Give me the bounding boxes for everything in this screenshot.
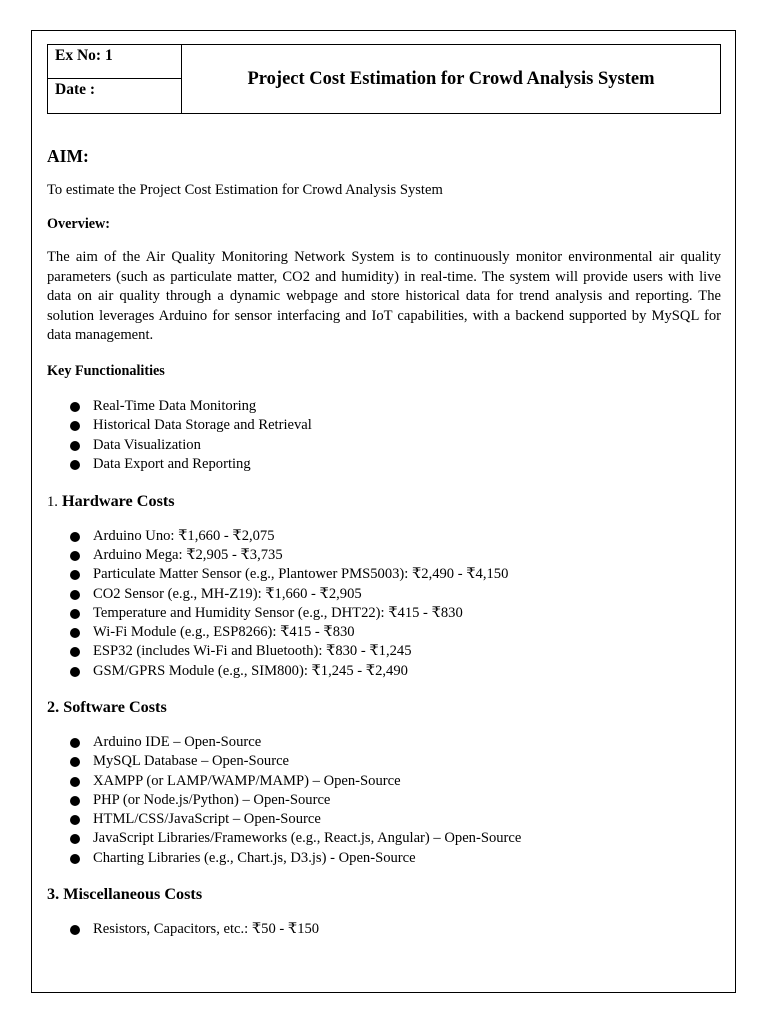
list-item: [47, 810, 721, 829]
list-item: [47, 849, 721, 868]
bullet-icon: [70, 925, 80, 935]
date-cell: Date :: [55, 81, 96, 98]
bullet-icon: [70, 551, 80, 561]
bullet-icon: [70, 460, 80, 470]
aim-text: To estimate the Project Cost Estimation for Crowd Analysis System: [47, 182, 443, 198]
bullet-icon: [70, 647, 80, 657]
list-item-text: JavaScript Libraries/Frameworks (e.g., React.js, Angular) – Open-Source: [93, 830, 522, 847]
list-item-text: Arduino IDE – Open-Source: [93, 734, 262, 750]
bullet-icon: [70, 609, 80, 619]
document-title: Project Cost Estimation for Crowd Analysis System: [247, 68, 655, 89]
list-item-text: Arduino Uno: ₹1,660 - ₹2,075: [93, 527, 275, 544]
list-item-text: Arduino Mega: ₹2,905 - ₹3,735: [93, 546, 283, 563]
section-title: Miscellaneous Costs: [63, 885, 203, 904]
section-number: 2.: [47, 698, 60, 716]
list-item-text: Particulate Matter Sensor (e.g., Plantower PMS5003): ₹2,490 - ₹4,150: [93, 566, 509, 583]
hardware-costs-heading: [47, 492, 721, 511]
bullet-icon: [70, 738, 80, 748]
header-table: [47, 44, 721, 114]
list-item: [47, 397, 721, 416]
overview-text: The aim of the Air Quality Monitoring Network System is to continuously monitor environmental air quality parameters (such as particulate matter, CO2 and humidity) in real-time. The system will provide users with live data on air quality through a dynamic webpage and store historical data for trend analysis and reporting. The solution leverages Arduino for sensor interfacing and IoT capabilities, with a backend supported by MySQL for data management.: [47, 249, 721, 343]
bullet-icon: [70, 854, 80, 864]
list-item: [47, 416, 721, 435]
bullet-icon: [70, 402, 80, 412]
list-item: [47, 829, 721, 848]
bullet-icon: [70, 628, 80, 638]
miscellaneous-costs-list: [47, 920, 721, 939]
list-item-text: Charting Libraries (e.g., Chart.js, D3.js) - Open-Source: [93, 849, 416, 866]
bullet-icon: [70, 570, 80, 580]
list-item: [47, 733, 721, 752]
header-left-column: [48, 45, 182, 113]
bullet-icon: [70, 590, 80, 600]
list-item: [47, 662, 721, 681]
list-item-text: HTML/CSS/JavaScript – Open-Source: [93, 811, 321, 828]
list-item-text: Data Export and Reporting: [93, 456, 251, 473]
hardware-costs-list: [47, 527, 721, 681]
bullet-icon: [70, 532, 80, 542]
section-number: 1.: [47, 493, 58, 510]
key-functionalities-label: Key Functionalities: [47, 362, 165, 379]
list-item-text: Wi-Fi Module (e.g., ESP8266): ₹415 - ₹830: [93, 624, 355, 641]
list-item: [47, 527, 721, 546]
list-item-text: Historical Data Storage and Retrieval: [93, 417, 312, 434]
list-item-text: CO2 Sensor (e.g., MH-Z19): ₹1,660 - ₹2,905: [93, 585, 362, 602]
list-item: [47, 436, 721, 455]
list-item: [47, 604, 721, 623]
list-item: [47, 791, 721, 810]
bullet-icon: [70, 777, 80, 787]
bullet-icon: [70, 421, 80, 431]
list-item: [47, 752, 721, 771]
list-item-text: Data Visualization: [93, 436, 201, 453]
bullet-icon: [70, 757, 80, 767]
list-item: [47, 455, 721, 474]
bullet-icon: [70, 796, 80, 806]
aim-heading: AIM:: [47, 146, 89, 166]
miscellaneous-costs-heading: [47, 885, 721, 904]
section-title: Hardware Costs: [62, 491, 175, 510]
list-item: [47, 623, 721, 642]
bullet-icon: [70, 815, 80, 825]
bullet-icon: [70, 834, 80, 844]
list-item-text: GSM/GPRS Module (e.g., SIM800): ₹1,245 - ₹2,490: [93, 662, 408, 679]
key-functionalities-list: [47, 397, 721, 475]
list-item-text: Temperature and Humidity Sensor (e.g., DHT22): ₹415 - ₹830: [93, 604, 463, 621]
list-item: [47, 920, 721, 939]
list-item: [47, 565, 721, 584]
list-item: [47, 642, 721, 661]
document-body: [47, 140, 721, 939]
overview-label: Overview:: [47, 215, 111, 232]
bullet-icon: [70, 667, 80, 677]
list-item: [47, 772, 721, 791]
list-item: [47, 585, 721, 604]
list-item-text: XAMPP (or LAMP/WAMP/MAMP) – Open-Source: [93, 772, 401, 789]
section-number: 3.: [47, 885, 60, 904]
software-costs-heading: [47, 698, 721, 717]
software-costs-list: [47, 733, 721, 868]
list-item: [47, 546, 721, 565]
list-item-text: PHP (or Node.js/Python) – Open-Source: [93, 791, 331, 808]
section-title: Software Costs: [63, 698, 167, 716]
list-item-text: MySQL Database – Open-Source: [93, 753, 290, 770]
list-item-text: Resistors, Capacitors, etc.: ₹50 - ₹150: [93, 921, 320, 938]
ex-no-cell: Ex No: 1: [48, 45, 181, 79]
bullet-icon: [70, 441, 80, 451]
list-item-text: Real-Time Data Monitoring: [93, 398, 257, 414]
list-item-text: ESP32 (includes Wi-Fi and Bluetooth): ₹830 - ₹1,245: [93, 643, 412, 660]
